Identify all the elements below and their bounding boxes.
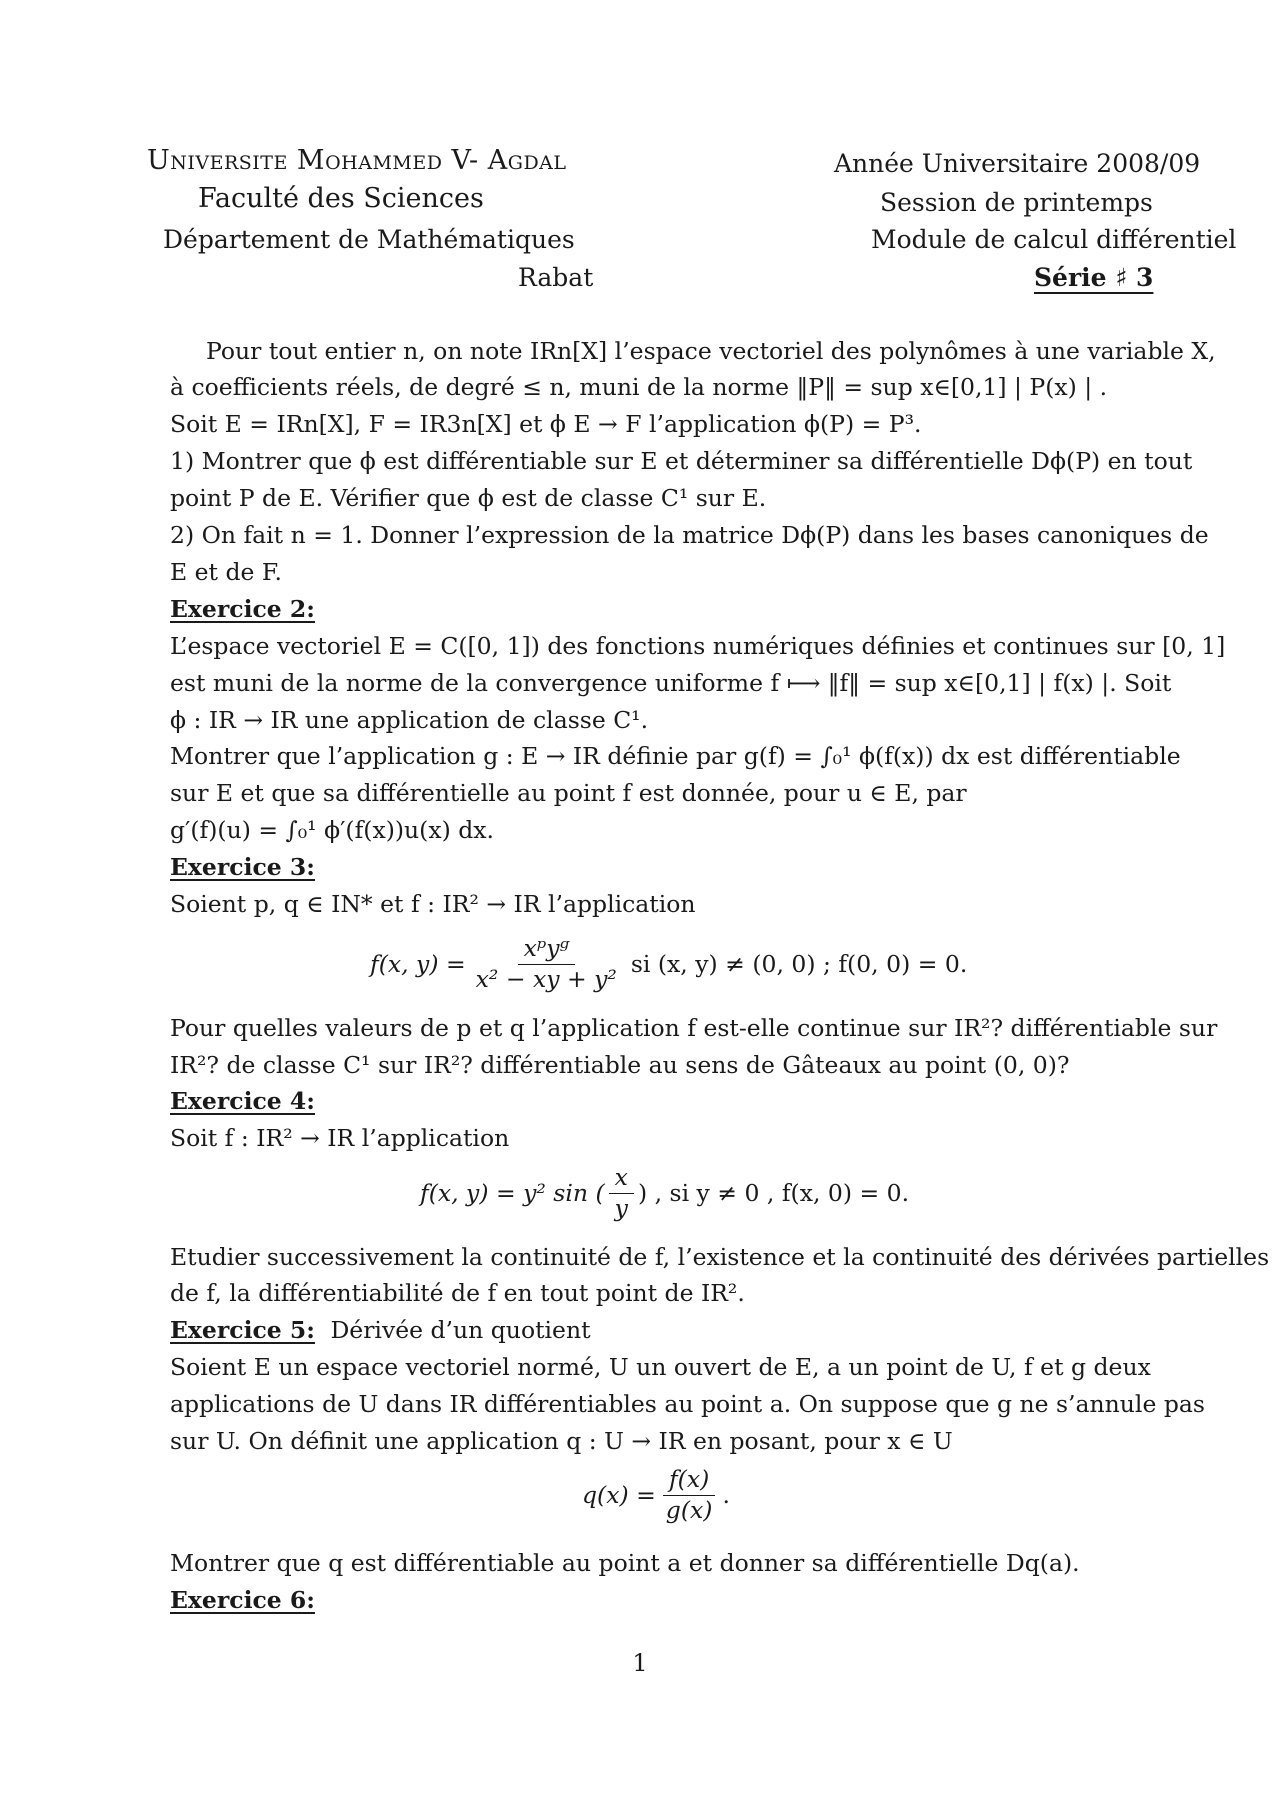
formula-3-denominator: g(x) — [665, 1495, 713, 1524]
formula-2-denominator: y — [614, 1193, 628, 1222]
exercise-5-title: Dérivée d’un quotient — [330, 1316, 591, 1344]
page-number: 1 — [632, 1649, 648, 1677]
formula-1-denominator: x² − xy + y² — [475, 964, 617, 993]
formula-exercise-3 — [370, 934, 968, 993]
line-10: ϕ : IR → IR une application de classe C¹. — [170, 706, 649, 734]
line-23: Montrer que q est différentiable au point a et donner sa différentielle Dq(a). — [170, 1549, 1080, 1577]
formula-1-fraction — [470, 934, 623, 993]
formula-exercise-4 — [420, 1163, 910, 1222]
formula-3-lhs: q(x) = — [582, 1481, 656, 1509]
formula-3-fraction — [660, 1465, 719, 1524]
line-22: sur U. On définit une application q : U → IR en posant, pour x ∈ U — [170, 1427, 953, 1455]
faculty-name: Faculté des Sciences — [198, 183, 484, 214]
line-21: applications de U dans IR différentiables au point a. On suppose que g ne s’annule pas — [170, 1390, 1205, 1418]
line-13: g′(f)(u) = ∫₀¹ ϕ′(f(x))u(x) dx. — [170, 816, 495, 844]
line-7: E et de F. — [170, 558, 282, 586]
line-20: Soient E un espace vectoriel normé, U un ouvert de E, a un point de U, f et g deux — [170, 1353, 1151, 1381]
line-8: L’espace vectoriel E = C([0, 1]) des fonctions numériques définies et continues sur [0, 1] — [170, 632, 1226, 660]
line-12: sur E et que sa différentielle au point f est donnée, pour u ∈ E, par — [170, 779, 967, 807]
line-14: Soient p, q ∈ IN* et f : IR² → IR l’application — [170, 890, 696, 918]
formula-1-lhs: f(x, y) = — [370, 950, 466, 978]
line-6: 2) On fait n = 1. Donner l’expression de la matrice Dϕ(P) dans les bases canoniques de — [170, 521, 1209, 549]
line-1: Pour tout entier n, on note IRn[X] l’espace vectoriel des polynômes à une variable X, — [206, 337, 1216, 365]
formula-2-rhs: ) , si y ≠ 0 , f(x, 0) = 0. — [637, 1179, 910, 1207]
city: Rabat — [518, 263, 594, 292]
line-3: Soit E = IRn[X], F = IR3n[X] et ϕ E → F l’application ϕ(P) = P³. — [170, 410, 922, 438]
formula-3-numerator: f(x) — [663, 1468, 715, 1496]
line-2: à coefficients réels, de degré ≤ n, muni de la norme ‖P‖ = sup x∈[0,1] | P(x) | . — [170, 373, 1108, 401]
formula-3-rhs: . — [722, 1481, 730, 1509]
line-9: est muni de la norme de la convergence uniforme f ⟼ ‖f‖ = sup x∈[0,1] | f(x) |. Soit — [170, 669, 1172, 697]
line-18: Etudier successivement la continuité de f, l’existence et la continuité des dérivées partielles — [170, 1243, 1270, 1271]
line-17: Soit f : IR² → IR l’application — [170, 1124, 510, 1152]
academic-year: Année Universitaire 2008/09 — [834, 149, 1201, 178]
line-11: Montrer que l’application g : E → IR définie par g(f) = ∫₀¹ ϕ(f(x)) dx est différentiable — [170, 742, 1181, 770]
formula-exercise-5 — [582, 1465, 730, 1524]
exercise-6-heading: Exercice 6: — [170, 1586, 315, 1614]
exercise-3-heading: Exercice 3: — [170, 853, 315, 881]
exercise-4-heading: Exercice 4: — [170, 1087, 315, 1115]
line-19: de f, la différentiabilité de f en tout point de IR². — [170, 1279, 745, 1307]
formula-1-rhs: si (x, y) ≠ (0, 0) ; f(0, 0) = 0. — [630, 950, 968, 978]
exercise-5-heading: Exercice 5: — [170, 1316, 315, 1344]
session: Session de printemps — [880, 188, 1153, 217]
exercise-5-heading-line — [170, 1316, 591, 1344]
formula-2-fraction — [609, 1163, 634, 1222]
line-15: Pour quelles valeurs de p et q l’application f est-elle continue sur IR²? différentiable sur — [170, 1014, 1218, 1042]
formula-1-numerator: xᵖyᵍ — [518, 937, 575, 965]
line-16: IR²? de classe C¹ sur IR²? différentiable au sens de Gâteaux au point (0, 0)? — [170, 1051, 1070, 1079]
formula-2-numerator: x — [609, 1166, 634, 1194]
module-name: Module de calcul différentiel — [871, 225, 1237, 254]
serie-number: Série ♯ 3 — [1034, 263, 1154, 292]
exercise-2-heading: Exercice 2: — [170, 595, 315, 623]
department-name: Département de Mathématiques — [163, 225, 575, 254]
line-5: point P de E. Vérifier que ϕ est de classe C¹ sur E. — [170, 484, 767, 512]
line-4: 1) Montrer que ϕ est différentiable sur E et déterminer sa différentielle Dϕ(P) en tout — [170, 447, 1193, 475]
university-name: Universite Mohammed V- Agdal — [147, 145, 567, 176]
formula-2-lhs: f(x, y) = y² sin ( — [420, 1179, 605, 1207]
